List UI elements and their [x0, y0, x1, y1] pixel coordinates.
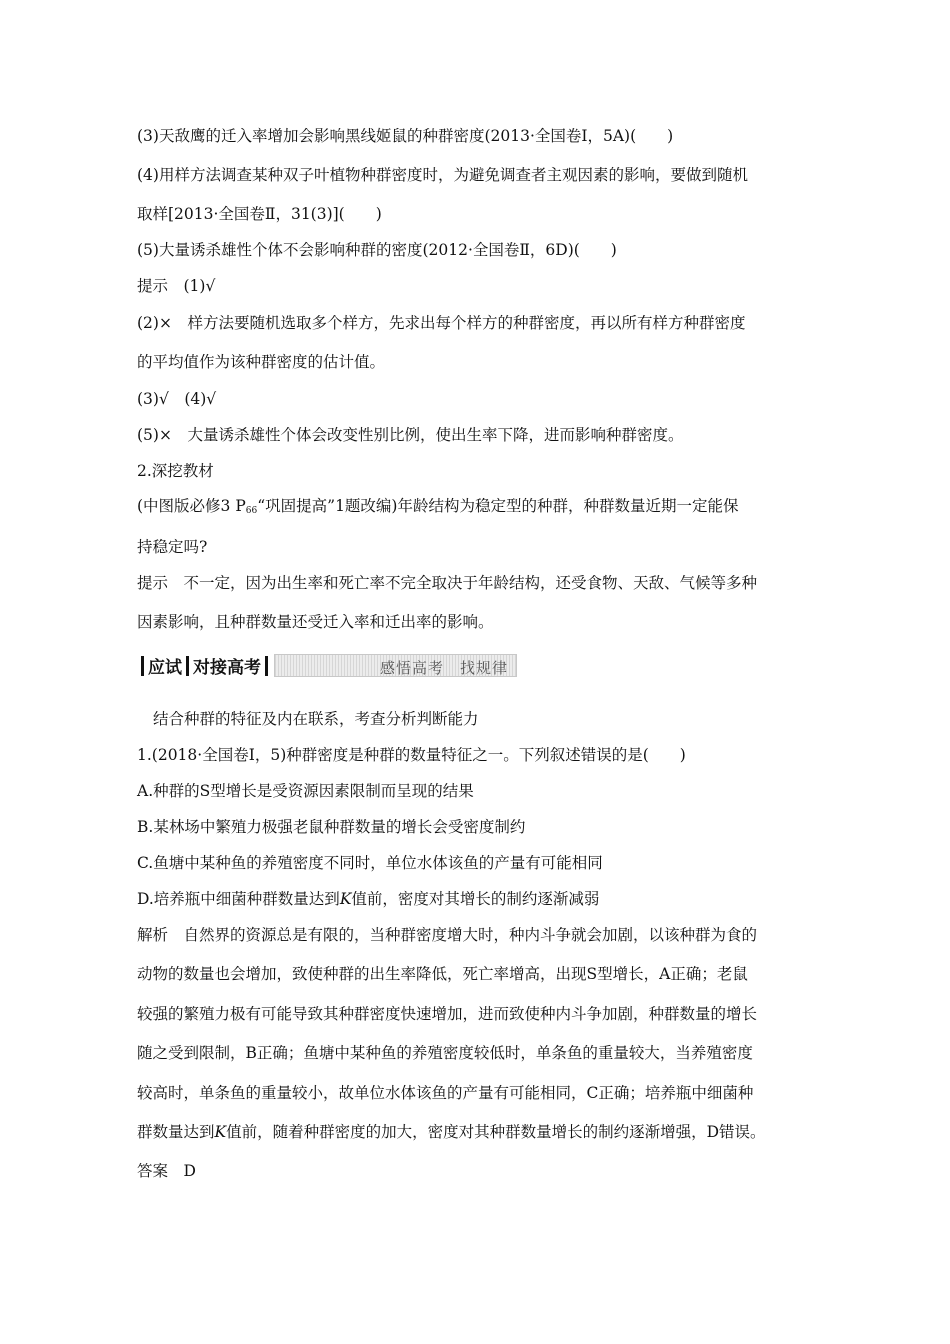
option-d: D.培养瓶中细菌种群数量达到K值前，密度对其增长的制约逐渐减弱	[137, 890, 600, 908]
option-a: A.种群的S型增长是受资源因素限制而呈现的结果	[137, 782, 474, 800]
banner-title: 应试 对接高考	[137, 652, 272, 679]
hint-3-4: (3)√ (4)√	[137, 390, 217, 408]
hint-1: 提示 (1)√	[137, 277, 216, 295]
explanation-6: 群数量达到K值前，随着种群密度的加大，密度对其种群数量增长的制约逐渐增强，D错误。	[137, 1123, 766, 1141]
section-heading: 2.深挖教材	[137, 462, 214, 480]
banner-bar	[265, 656, 268, 676]
explanation-5: 较高时，单条鱼的重量较小，故单位水体该鱼的产量有可能相同，C正确；培养瓶中细菌种	[137, 1084, 754, 1102]
explanation-2: 动物的数量也会增加，致使种群的出生率降低，死亡率增高，出现S型增长，A正确；老鼠	[137, 965, 748, 983]
textbook-question-b: 持稳定吗?	[137, 538, 208, 556]
line-4b: 取样[2013·全国卷Ⅱ，31(3)]( )	[137, 205, 382, 223]
answer-line: 答案 D	[137, 1162, 196, 1180]
banner-bar	[141, 656, 144, 676]
question-stem: 1.(2018·全国卷Ⅰ，5)种群密度是种群的数量特征之一。下列叙述错误的是( )	[137, 746, 686, 764]
hint-2b: 的平均值作为该种群密度的估计值。	[137, 353, 386, 371]
banner-bar	[186, 656, 189, 676]
topic-line: 结合种群的特征及内在联系，考查分析判断能力	[153, 710, 479, 728]
explanation-4: 随之受到限制，B正确；鱼塘中某种鱼的养殖密度较低时，单条鱼的重量较大，当养殖密度	[137, 1044, 753, 1062]
banner-subtitle-box	[274, 654, 517, 677]
textbook-question-a: (中图版必修3 $P_{66}“$巩固提高”1题改编)年龄结构为稳定型的种群，种群数量近期一定能保	[137, 497, 739, 516]
option-b: B.某林场中繁殖力极强老鼠种群数量的增长会受密度制约	[137, 818, 526, 836]
option-c: C.鱼塘中某种鱼的养殖密度不同时，单位水体该鱼的产量有可能相同	[137, 854, 603, 872]
hint-5: (5)× 大量诱杀雄性个体会改变性别比例，使出生率下降，进而影响种群密度。	[137, 426, 684, 444]
hint-2a: (2)× 样方法要随机选取多个样方，先求出每个样方的种群密度，再以所有样方种群密度	[137, 314, 746, 332]
banner-subtitle: 感悟高考 找规律	[379, 659, 508, 677]
line-3: (3)天敌鹰的迁入率增加会影响黑线姬鼠的种群密度(2013·全国卷Ⅰ，5A)( )	[137, 127, 674, 145]
textbook-hint-a: 提示 不一定，因为出生率和死亡率不完全取决于年龄结构，还受食物、天敌、气候等多种	[137, 574, 758, 592]
line-5: (5)大量诱杀雄性个体不会影响种群的密度(2012·全国卷Ⅱ，6D)( )	[137, 241, 617, 259]
line-4a: (4)用样方法调查某种双子叶植物种群密度时，为避免调查者主观因素的影响，要做到随机	[137, 166, 748, 184]
textbook-hint-b: 因素影响，且种群数量还受迁入率和迁出率的影响。	[137, 613, 494, 631]
explanation-3: 较强的繁殖力极有可能导致其种群密度快速增加，进而致使种内斗争加剧，种群数量的增长	[137, 1005, 758, 1023]
explanation-1: 解析 自然界的资源总是有限的，当种群密度增大时，种内斗争就会加剧，以该种群为食的	[137, 926, 758, 944]
section-banner	[137, 652, 519, 679]
